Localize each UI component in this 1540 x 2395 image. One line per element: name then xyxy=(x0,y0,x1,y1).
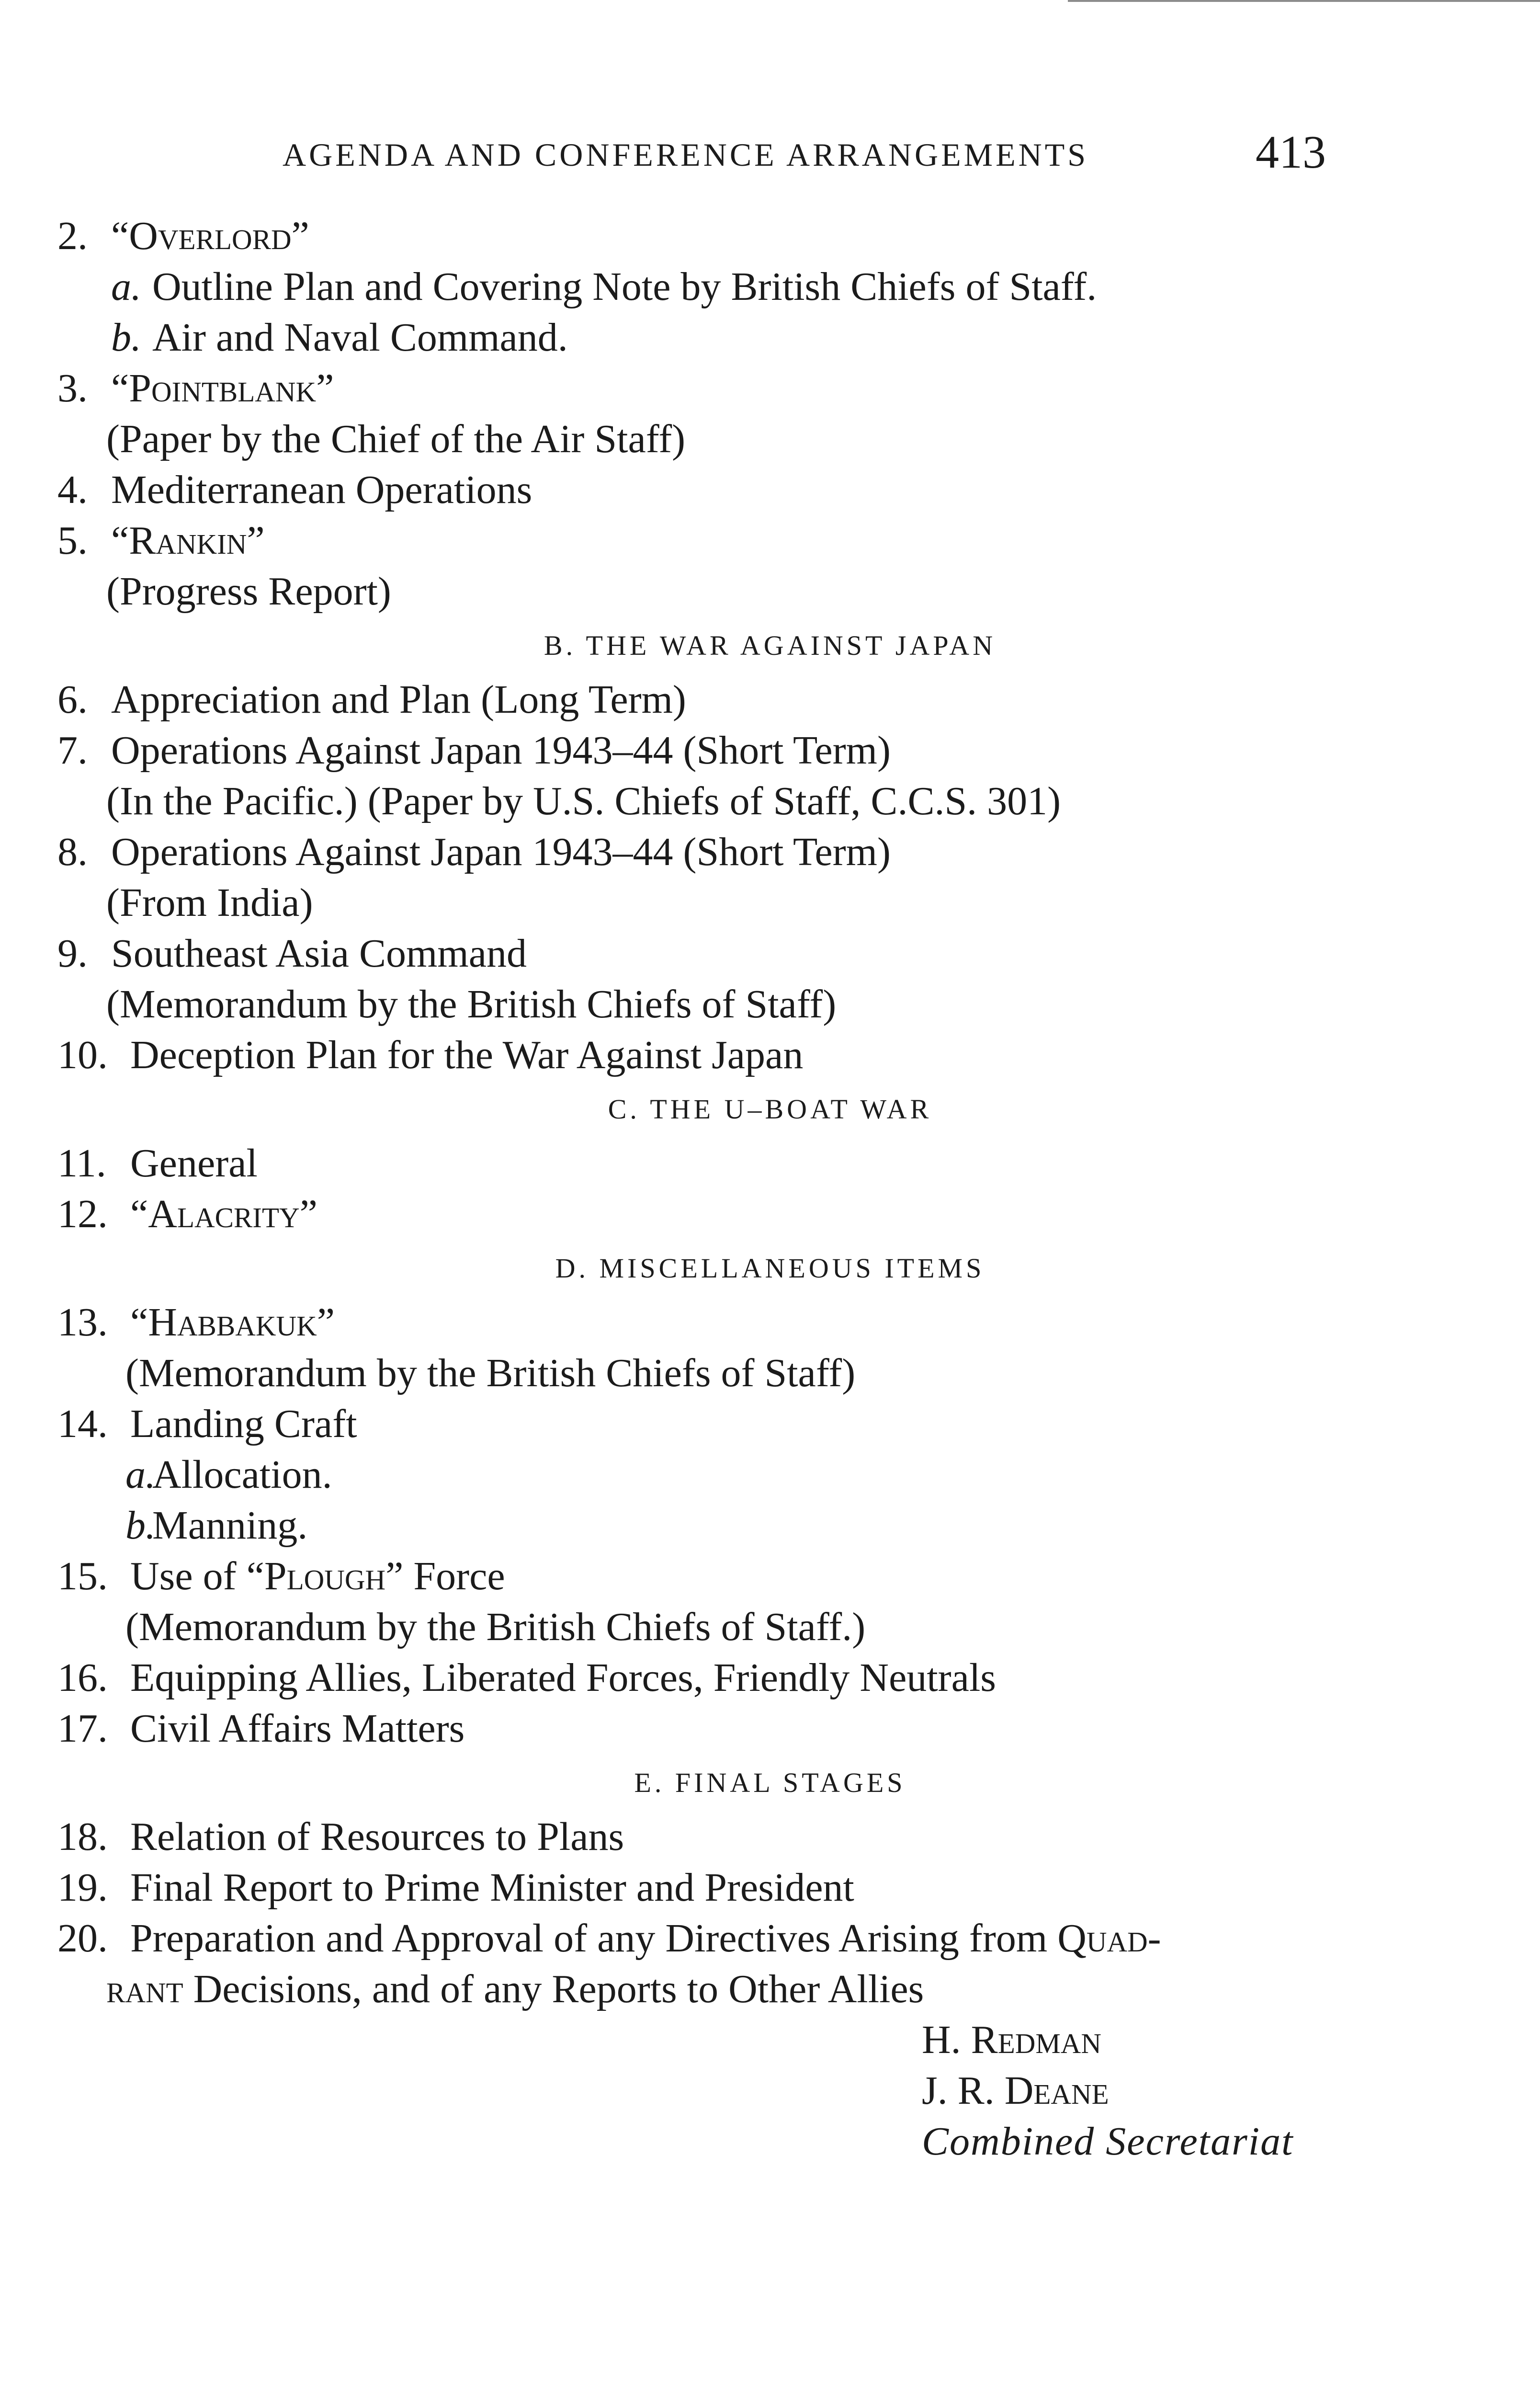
signatory-name: J. R. Deane xyxy=(922,2068,1109,2113)
subitem-letter: b. xyxy=(125,1503,156,1548)
item-number: 19. xyxy=(57,1865,108,1910)
item-note: (From India) xyxy=(106,880,313,925)
item-number: 14. xyxy=(57,1402,108,1446)
running-title: AGENDA AND CONFERENCE ARRANGEMENTS xyxy=(283,137,1089,173)
agenda-item xyxy=(0,1030,1540,1081)
agenda-note xyxy=(0,1348,1540,1399)
codename: Quad- xyxy=(1057,1916,1161,1961)
subitem-text: Manning. xyxy=(152,1503,308,1548)
agenda-subitem xyxy=(0,312,1540,363)
agenda-item xyxy=(0,1812,1540,1862)
item-title: Relation of Resources to Plans xyxy=(130,1814,624,1859)
item-number: 10. xyxy=(57,1033,108,1077)
item-note: (Memorandum by the British Chiefs of Staff.) xyxy=(125,1605,866,1649)
item-title: Equipping Allies, Liberated Forces, Friendly Neutrals xyxy=(130,1655,996,1700)
item-title: “Overlord” xyxy=(111,214,309,258)
agenda-body xyxy=(0,211,1540,2167)
item-title-part: ” Force xyxy=(385,1554,505,1598)
agenda-item xyxy=(0,363,1540,414)
agenda-item xyxy=(0,465,1540,515)
agenda-subitem xyxy=(0,262,1540,312)
agenda-item xyxy=(0,1862,1540,1913)
agenda-item xyxy=(0,827,1540,878)
agenda-item xyxy=(0,1399,1540,1449)
item-number: 9. xyxy=(57,931,88,976)
codename: Plough xyxy=(264,1554,386,1598)
section-heading-c: C. THE U–BOAT WAR xyxy=(608,1094,932,1125)
item-note: (In the Pacific.) (Paper by U.S. Chiefs of Staff, C.C.S. 301) xyxy=(106,779,1061,823)
agenda-note xyxy=(0,878,1540,928)
item-number: 11. xyxy=(57,1141,106,1186)
subitem-letter: a. xyxy=(125,1452,156,1497)
agenda-item xyxy=(0,515,1540,566)
item-number: 2. xyxy=(57,214,88,258)
agenda-subitem xyxy=(0,1500,1540,1551)
agenda-note xyxy=(0,776,1540,827)
item-title: “Habbakuk” xyxy=(130,1300,335,1345)
item-note: (Progress Report) xyxy=(106,569,391,614)
codename: rant xyxy=(106,1967,183,2011)
item-number: 4. xyxy=(57,468,88,512)
agenda-note xyxy=(0,1964,1540,2015)
agenda-item xyxy=(0,211,1540,262)
agenda-item xyxy=(0,1703,1540,1754)
section-heading-e: E. FINAL STAGES xyxy=(634,1767,906,1798)
signature-line xyxy=(0,2065,1540,2116)
item-number: 20. xyxy=(57,1916,108,1961)
agenda-note xyxy=(0,1602,1540,1653)
section-heading-d: D. MISCELLANEOUS ITEMS xyxy=(555,1253,985,1284)
agenda-item xyxy=(0,1653,1540,1703)
item-number: 16. xyxy=(57,1655,108,1700)
agenda-item xyxy=(0,1913,1540,1964)
subitem-letter: b. xyxy=(111,315,141,360)
page-header xyxy=(0,125,1540,183)
item-number: 12. xyxy=(57,1192,108,1236)
item-title: “Pointblank” xyxy=(111,366,334,411)
item-number: 5. xyxy=(57,518,88,563)
agenda-item xyxy=(0,1551,1540,1602)
subitem-letter: a. xyxy=(111,264,141,309)
item-title-part: Decisions, and of any Reports to Other Allies xyxy=(183,1967,924,2011)
item-title xyxy=(130,1551,505,1602)
section-heading-b: B. THE WAR AGAINST JAPAN xyxy=(544,630,996,661)
item-title-part: Use of “ xyxy=(130,1554,264,1598)
item-title: Deception Plan for the War Against Japan xyxy=(130,1033,804,1077)
item-title: Mediterranean Operations xyxy=(111,468,532,512)
subitem-text: Air and Naval Command. xyxy=(152,315,568,360)
item-number: 13. xyxy=(57,1300,108,1345)
item-number: 15. xyxy=(57,1554,108,1598)
subitem-text: Allocation. xyxy=(152,1452,332,1497)
signatory-name: H. Redman xyxy=(922,2018,1102,2062)
item-number: 3. xyxy=(57,366,88,411)
item-note xyxy=(106,1964,924,2015)
item-title: Operations Against Japan 1943–44 (Short Term) xyxy=(111,830,891,874)
signatory-role: Combined Secretariat xyxy=(922,2119,1294,2164)
item-title: Southeast Asia Command xyxy=(111,931,527,976)
item-number: 7. xyxy=(57,728,88,773)
item-title: Civil Affairs Matters xyxy=(130,1706,465,1751)
item-title: Appreciation and Plan (Long Term) xyxy=(111,677,686,722)
page-number: 413 xyxy=(1256,126,1326,178)
item-note: (Paper by the Chief of the Air Staff) xyxy=(106,417,686,461)
item-note: (Memorandum by the British Chiefs of Staff) xyxy=(125,1351,856,1395)
signature-line xyxy=(0,2015,1540,2065)
item-title: Landing Craft xyxy=(130,1402,357,1446)
agenda-item xyxy=(0,1189,1540,1240)
signature-line xyxy=(0,2116,1540,2167)
item-title: General xyxy=(130,1141,258,1186)
item-number: 6. xyxy=(57,677,88,722)
subitem-text: Outline Plan and Covering Note by British Chiefs of Staff. xyxy=(152,264,1097,309)
agenda-item xyxy=(0,674,1540,725)
item-title: Final Report to Prime Minister and President xyxy=(130,1865,854,1910)
item-title-part: Preparation and Approval of any Directives Arising from xyxy=(130,1916,1058,1961)
agenda-item xyxy=(0,725,1540,776)
agenda-subitem xyxy=(0,1449,1540,1500)
agenda-note xyxy=(0,566,1540,617)
top-rule xyxy=(1068,0,1540,2)
agenda-note xyxy=(0,979,1540,1030)
agenda-item xyxy=(0,1297,1540,1348)
agenda-item xyxy=(0,1138,1540,1189)
item-note: (Memorandum by the British Chiefs of Staff) xyxy=(106,982,837,1026)
item-number: 8. xyxy=(57,830,88,874)
item-number: 18. xyxy=(57,1814,108,1859)
item-title: “Alacrity” xyxy=(130,1192,317,1236)
agenda-item xyxy=(0,928,1540,979)
item-number: 17. xyxy=(57,1706,108,1751)
item-title: Operations Against Japan 1943–44 (Short Term) xyxy=(111,728,891,773)
item-title xyxy=(130,1913,1161,1964)
agenda-note xyxy=(0,414,1540,465)
item-title: “Rankin” xyxy=(111,518,265,563)
